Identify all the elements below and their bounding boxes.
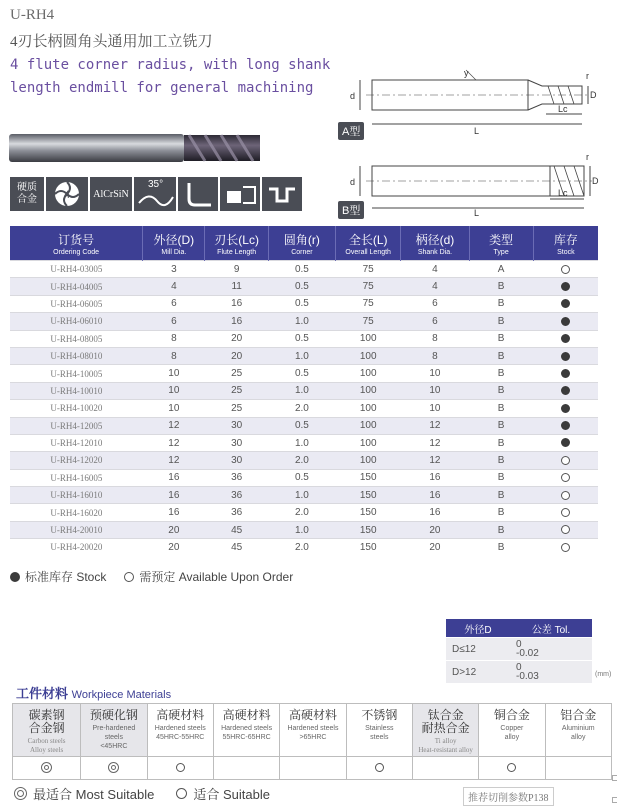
table-row: U-RH4-12010 12 30 1.0 100 12 B xyxy=(10,434,598,451)
drawing-type-b xyxy=(336,150,608,218)
stock-cell xyxy=(533,487,598,504)
stock-cell xyxy=(533,417,598,434)
table-row: U-RH4-12005 12 30 0.5 100 12 B xyxy=(10,417,598,434)
stock-filled-dot-icon xyxy=(561,317,570,326)
type-b-tag: B型 xyxy=(338,201,364,219)
stock-filled-dot-icon xyxy=(561,421,570,430)
stock-filled-dot-icon xyxy=(10,572,20,582)
ordering-code-cell: U-RH4-06010 xyxy=(10,313,143,330)
ordering-code-cell: U-RH4-10005 xyxy=(10,365,143,382)
svg-text:D: D xyxy=(590,90,597,100)
workpiece-material-cell: 铜合金 Copper alloy xyxy=(479,704,545,757)
ordering-code-cell: U-RH4-16010 xyxy=(10,487,143,504)
table-row: U-RH4-06005 6 16 0.5 75 6 B xyxy=(10,295,598,312)
coating-icon: AlCrSiN xyxy=(90,177,132,211)
svg-text:L: L xyxy=(474,126,480,136)
workpiece-suitability-row xyxy=(13,757,612,780)
table-row: U-RH4-16005 16 36 0.5 150 16 B xyxy=(10,469,598,486)
svg-text:Lc: Lc xyxy=(558,104,568,114)
stock-cell xyxy=(533,400,598,417)
workpiece-material-cell: 高硬材料 Hardened steels >65HRC xyxy=(280,704,346,757)
suitability-cell xyxy=(545,757,612,780)
stock-cell xyxy=(533,521,598,538)
workpiece-material-cell: 不锈钢 Stainless steels xyxy=(346,704,412,757)
stock-cell xyxy=(533,504,598,521)
ordering-code-cell: U-RH4-08005 xyxy=(10,330,143,347)
stock-cell xyxy=(533,330,598,347)
tol-col-dia: 外径D xyxy=(446,619,510,638)
tolerance-table xyxy=(446,619,592,683)
stock-filled-dot-icon xyxy=(561,404,570,413)
product-title-en-line1: 4 flute corner radius, with long shank xyxy=(10,57,331,73)
svg-text:L: L xyxy=(474,208,480,218)
col-shank-dia: 柄径(d) Shank Dia. xyxy=(401,226,469,261)
table-row: U-RH4-12020 12 30 2.0 100 12 B xyxy=(10,452,598,469)
table-row: U-RH4-06010 6 16 1.0 75 6 B xyxy=(10,313,598,330)
product-title-en-line2: length endmill for general machining xyxy=(10,80,314,96)
svg-text:r: r xyxy=(586,152,589,162)
stock-cell xyxy=(533,382,598,399)
stock-filled-dot-icon xyxy=(561,282,570,291)
feature-icons xyxy=(10,177,302,211)
workpiece-header-row xyxy=(13,704,612,757)
suitability-cell xyxy=(81,757,147,780)
ordering-code-cell: U-RH4-12010 xyxy=(10,434,143,451)
ordering-code-cell: U-RH4-12005 xyxy=(10,417,143,434)
stock-filled-dot-icon xyxy=(561,369,570,378)
drawing-type-a xyxy=(336,64,608,136)
four-flute-icon xyxy=(46,177,88,211)
stock-filled-dot-icon xyxy=(561,438,570,447)
ordering-code-cell: U-RH4-16020 xyxy=(10,504,143,521)
carbide-icon: 硬质 合金 xyxy=(10,177,44,211)
ordering-code-cell: U-RH4-10010 xyxy=(10,382,143,399)
stock-cell xyxy=(533,434,598,451)
ordering-code-cell: U-RH4-16005 xyxy=(10,469,143,486)
table-row: U-RH4-04005 4 11 0.5 75 4 B xyxy=(10,278,598,295)
most-suitable-icon xyxy=(41,762,52,773)
svg-text:4: 4 xyxy=(63,189,71,201)
product-code: U-RH4 xyxy=(10,7,55,23)
crop-mark xyxy=(612,797,617,803)
tol-col-tol: 公差 Tol. xyxy=(510,619,592,638)
suitable-icon xyxy=(176,788,187,799)
unit-label: (mm) xyxy=(595,671,612,678)
stock-cell xyxy=(533,261,598,278)
svg-text:d: d xyxy=(350,91,356,101)
suitable-icon xyxy=(375,763,384,772)
spec-table xyxy=(10,226,598,556)
product-title-cn: 4刃长柄圆角头通用加工立铣刀 xyxy=(10,34,213,50)
stock-filled-dot-icon xyxy=(561,386,570,395)
svg-text:d: d xyxy=(350,177,356,187)
most-suitable-icon xyxy=(108,762,119,773)
suitability-cell xyxy=(413,757,479,780)
stock-filled-dot-icon xyxy=(561,299,570,308)
ordering-code-cell: U-RH4-10020 xyxy=(10,400,143,417)
stock-legend-label: 标准库存 Stock xyxy=(25,570,107,584)
ordering-code-cell: U-RH4-06005 xyxy=(10,295,143,312)
col-stock: 库存 Stock xyxy=(533,226,598,261)
col-flute-length: 刃长(Lc) Flute Length xyxy=(205,226,268,261)
tolerance-row: D≤12 0 -0.02 xyxy=(446,638,592,661)
suitability-cell xyxy=(147,757,213,780)
suitability-cell xyxy=(13,757,81,780)
workpiece-material-cell: 钛合金 耐热合金 Ti alloy Heat-resistant alloy xyxy=(413,704,479,757)
svg-text:y: y xyxy=(464,68,469,78)
table-row: U-RH4-08010 8 20 1.0 100 8 B xyxy=(10,347,598,364)
workpiece-material-cell: 碳素钢 合金钢 Carbon steels Alloy steels xyxy=(13,704,81,757)
tolerance-row: D>12 0 -0.03 xyxy=(446,661,592,684)
order-open-dot-icon xyxy=(561,543,570,552)
suitable-icon xyxy=(507,763,516,772)
col-type: 类型 Type xyxy=(469,226,533,261)
order-open-dot-icon xyxy=(561,508,570,517)
spec-table-header xyxy=(10,226,598,261)
workpiece-material-cell: 高硬材料 Hardened steels 45HRC-55HRC xyxy=(147,704,213,757)
cutting-params-reference: 推荐切削参数P138 xyxy=(463,787,554,806)
table-row: U-RH4-20010 20 45 1.0 150 20 B xyxy=(10,521,598,538)
workpiece-title: 工件材料 Workpiece Materials xyxy=(16,686,172,701)
order-open-dot-icon xyxy=(561,456,570,465)
col-corner: 圆角(r) Corner xyxy=(268,226,335,261)
stock-cell xyxy=(533,278,598,295)
table-row: U-RH4-10020 10 25 2.0 100 10 B xyxy=(10,400,598,417)
svg-text:r: r xyxy=(586,71,589,81)
stock-filled-dot-icon xyxy=(561,334,570,343)
stock-cell xyxy=(533,539,598,556)
table-row: U-RH4-10005 10 25 0.5 100 10 B xyxy=(10,365,598,382)
suitable-icon xyxy=(176,763,185,772)
table-row: U-RH4-16020 16 36 2.0 150 16 B xyxy=(10,504,598,521)
table-row: U-RH4-10010 10 25 1.0 100 10 B xyxy=(10,382,598,399)
svg-text:Lc: Lc xyxy=(558,188,568,198)
slotting-icon xyxy=(262,177,302,211)
order-open-dot-icon xyxy=(561,473,570,482)
order-legend-label: 需预定 Available Upon Order xyxy=(139,570,294,584)
table-row: U-RH4-16010 16 36 1.0 150 16 B xyxy=(10,487,598,504)
order-open-dot-icon xyxy=(561,491,570,500)
stock-cell xyxy=(533,347,598,364)
corner-radius-icon xyxy=(178,177,218,211)
side-milling-icon xyxy=(220,177,260,211)
suitability-legend: 最适合 Most Suitable 适合 Suitable xyxy=(14,784,270,803)
helix-angle-icon: 35° xyxy=(134,177,176,211)
endmill-photo xyxy=(9,131,261,167)
stock-cell xyxy=(533,452,598,469)
table-row: U-RH4-03005 3 9 0.5 75 4 A xyxy=(10,261,598,278)
table-row: U-RH4-20020 20 45 2.0 150 20 B xyxy=(10,539,598,556)
order-open-dot-icon xyxy=(124,572,134,582)
workpiece-material-cell: 高硬材料 Hardened steels 55HRC-65HRC xyxy=(213,704,279,757)
suitability-cell xyxy=(280,757,346,780)
stock-cell xyxy=(533,469,598,486)
col-ordering-code: 订货号 Ordering Code xyxy=(10,226,143,261)
col-mill-dia: 外径(D) Mill Dia. xyxy=(143,226,205,261)
col-overall-length: 全长(L) Overall Length xyxy=(336,226,401,261)
ordering-code-cell: U-RH4-08010 xyxy=(10,347,143,364)
most-suitable-icon xyxy=(14,787,27,800)
ordering-code-cell: U-RH4-04005 xyxy=(10,278,143,295)
suitability-cell xyxy=(346,757,412,780)
stock-filled-dot-icon xyxy=(561,352,570,361)
ordering-code-cell: U-RH4-12020 xyxy=(10,452,143,469)
suitability-cell xyxy=(479,757,545,780)
stock-cell xyxy=(533,365,598,382)
type-a-tag: A型 xyxy=(338,122,364,140)
ordering-code-cell: U-RH4-20010 xyxy=(10,521,143,538)
suitability-cell xyxy=(213,757,279,780)
crop-mark xyxy=(612,775,617,781)
svg-text:D: D xyxy=(592,176,599,186)
ordering-code-cell: U-RH4-03005 xyxy=(10,261,143,278)
order-open-dot-icon xyxy=(561,525,570,534)
order-open-dot-icon xyxy=(561,265,570,274)
table-row: U-RH4-08005 8 20 0.5 100 8 B xyxy=(10,330,598,347)
stock-cell xyxy=(533,295,598,312)
workpiece-material-cell: 铝合金 Aluminium alloy xyxy=(545,704,612,757)
workpiece-material-cell: 预硬化钢 Pre-hardened steels <45HRC xyxy=(81,704,147,757)
workpiece-table xyxy=(12,703,612,780)
stock-legend xyxy=(10,568,293,585)
ordering-code-cell: U-RH4-20020 xyxy=(10,539,143,556)
stock-cell xyxy=(533,313,598,330)
